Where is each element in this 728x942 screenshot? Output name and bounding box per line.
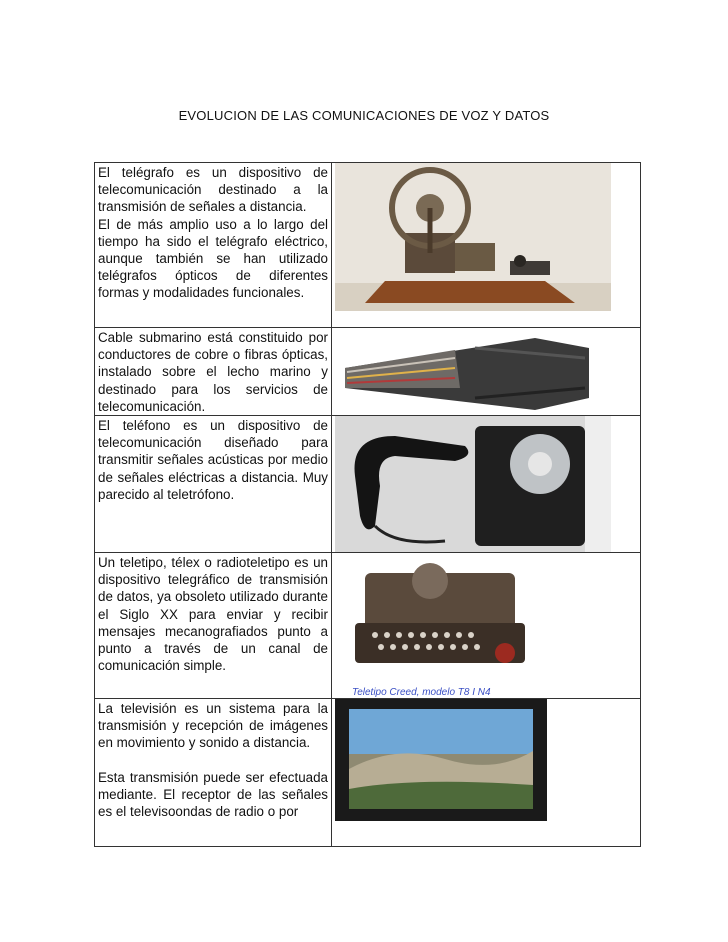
content-table xyxy=(94,162,641,847)
table-row xyxy=(95,328,641,416)
paragraph: El de más amplio uso a lo largo del tiempo ha sido el telégrafo eléctrico, aunque también se han utilizado telégrafos ópticos de diferentes formas y modalidades funcionales. xyxy=(98,216,328,301)
table-row xyxy=(95,699,641,847)
teletype-image xyxy=(335,553,545,683)
row-text xyxy=(95,328,332,416)
table-row xyxy=(95,416,641,553)
table-row xyxy=(95,163,641,328)
paragraph: El telégrafo es un dispositivo de telecomunicación destinado a la transmisión de señales a distancia. xyxy=(98,165,328,215)
table-row xyxy=(95,553,641,699)
telephone-image xyxy=(335,416,611,552)
row-text xyxy=(95,163,332,328)
row-text xyxy=(95,553,332,699)
paragraph: Esta transmisión puede ser efectuada mediante. El receptor de las señales es el televisoondas de radio o por xyxy=(98,769,328,820)
row-image-cell xyxy=(332,416,641,553)
row-text xyxy=(95,416,332,553)
row-image-cell xyxy=(332,553,641,699)
row-image-cell xyxy=(332,699,641,847)
teletype-caption: Teletipo Creed, modelo T8 I N4 xyxy=(352,687,491,699)
paragraph: El teléfono es un dispositivo de telecomunicación diseñado para transmitir señales acústicas por medio de señales eléctricas a distancia. Muy parecido al teletrófono. xyxy=(98,418,328,502)
paragraph: La televisión es un sistema para la transmisión y recepción de imágenes en movimiento y sonido a distancia. xyxy=(98,701,328,751)
television-image xyxy=(335,699,547,821)
document-title: EVOLUCION DE LAS COMUNICACIONES DE VOZ Y DATOS xyxy=(178,108,550,123)
paragraph: Un teletipo, télex o radioteletipo es un dispositivo telegráfico de transmisión de datos, ya obsoleto utilizado durante el Siglo XX para enviar y recibir mensajes mecanografiados punto a punto a través de un canal de comunicación simple. xyxy=(98,555,328,674)
row-image-cell xyxy=(332,328,641,416)
submarine-cable-image xyxy=(335,328,589,414)
row-text xyxy=(95,699,332,847)
paragraph: Cable submarino está constituido por conductores de cobre o fibras ópticas, instalado sobre el lecho marino y destinado para los servicios de telecomunicación. xyxy=(98,330,328,414)
telegraph-image xyxy=(335,163,611,311)
row-image-cell xyxy=(332,163,641,328)
